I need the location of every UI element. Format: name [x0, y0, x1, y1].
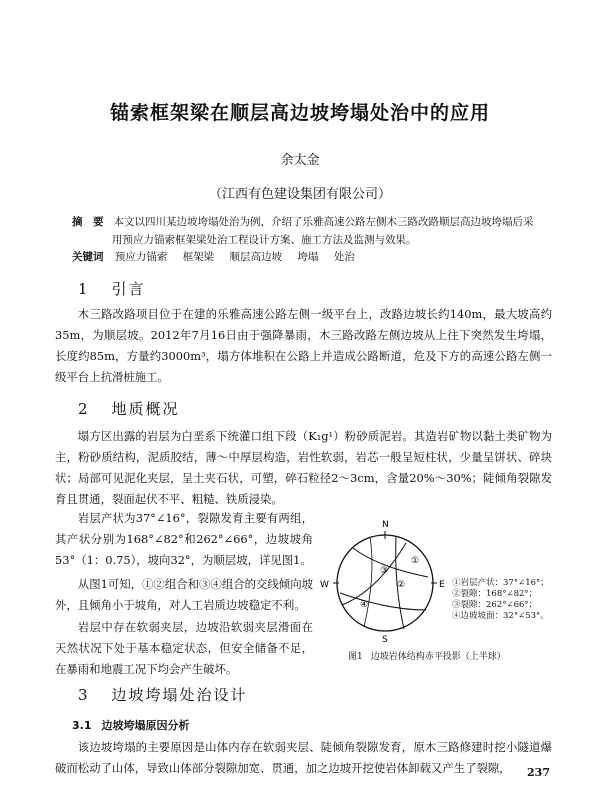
caption-label: 图1 — [348, 652, 363, 662]
compass-e: E — [439, 580, 445, 590]
section-heading-2 — [78, 398, 180, 419]
section-title: 引言 — [111, 280, 146, 298]
section-heading-1 — [78, 278, 146, 299]
keyword: 垮塌 — [297, 251, 319, 263]
subsection-heading — [72, 717, 190, 733]
geology-text-2: 岩层产状为37°∠16°，裂隙发育主要有两组，其产状分别为168°∠82°和262°∠66°，边坡坡角53°（1：0.75），坡向32°，为顺层坡，详见图1。 — [55, 511, 313, 567]
cause-paragraph — [55, 737, 552, 779]
circle-label-1: ① — [411, 556, 420, 566]
abstract-text-line2: 用预应力锚索框架梁处治工程设计方案、施工方法及监测与效果。 — [112, 234, 417, 246]
stereonet-figure — [318, 515, 458, 650]
compass-n: N — [382, 520, 389, 530]
abstract-text-line1: 本文以四川某边坡垮塌处治为例，介绍了乐雅高速公路左侧木三路改路顺层高边坡垮塌后采 — [113, 216, 534, 228]
intro-text: 木三路改路项目位于在建的乐雅高速公路左侧一级平台上，改路边坡长约140m，最大坡高约35m，为顺层坡。2012年7月16日由于强降暴雨，木三路改路左侧边坡从上往下突然发生垮塌，长度约85m，方量约3000m³，塌方体堆积在公路上并造成公路断道，危及下方的高速公路左侧一级平台上抗滑桩施工。 — [55, 307, 552, 384]
keywords — [72, 249, 550, 264]
subsection-title: 边坡垮塌原因分析 — [101, 719, 190, 732]
author-name: 余太金 — [280, 153, 320, 168]
caption-text: 边坡岩体结构赤平投影（上半球） — [370, 652, 506, 662]
great-circle-5 — [364, 537, 372, 627]
legend-item: ③裂隙：262°∠66°； — [452, 600, 538, 610]
keyword: 处治 — [333, 251, 355, 263]
subsection-number: 3.1 — [72, 719, 92, 732]
legend-item: ②裂隙：168°∠82°； — [452, 589, 538, 599]
compass-s: S — [382, 635, 388, 645]
geology-paragraph-3 — [55, 574, 313, 616]
figure-caption — [348, 649, 514, 662]
keyword: 顺层高边坡 — [229, 251, 283, 263]
intro-paragraph — [55, 304, 552, 388]
primitive-circle — [337, 535, 433, 631]
compass-w: W — [320, 580, 329, 590]
keywords-label: 关键词 — [72, 251, 104, 263]
circle-label-2: ② — [397, 580, 406, 590]
section-number: 1 — [78, 280, 90, 298]
cause-text: 该边坡垮塌的主要原因是山体内存在软弱夹层、陡倾角裂隙发育，原木三路修建时挖小隧道爆破而松动了山体，导致山体部分裂隙加宽、贯通，加之边坡开挖使岩体卸载又产生了裂隙， — [55, 740, 552, 775]
abstract — [72, 213, 550, 249]
paper-title: 锚索框架梁在顺层高边坡垮塌处治中的应用 — [109, 102, 490, 124]
section-title: 边坡垮塌处治设计 — [111, 686, 248, 704]
section-number: 3 — [78, 686, 90, 704]
figure-legend — [452, 578, 549, 622]
great-circle-4 — [340, 593, 426, 610]
geology-paragraph-2 — [55, 508, 313, 571]
section-title: 地质概况 — [111, 400, 180, 418]
affiliation: （江西有色建设集团有限公司） — [208, 187, 391, 202]
circle-label-3: ③ — [380, 566, 389, 576]
keyword: 预应力锚索 — [114, 251, 168, 263]
legend-item: ①岩层产状：37°∠16°； — [452, 578, 549, 588]
abstract-label: 摘 要 — [72, 216, 104, 228]
section-heading-3 — [78, 684, 248, 705]
geology-text-3: 从图1可知，①②组合和③④组合的交线倾向坡外，且倾角小于坡角，对人工岩质边坡稳定不利。 — [55, 577, 313, 612]
page-number: 237 — [527, 766, 550, 779]
geology-text-4: 岩层中存在软弱夹层，边坡沿软弱夹层滑面在天然状况下处于基本稳定状态，但安全储备不足，在暴雨和地震工况下均会产生破坏。 — [55, 620, 313, 676]
geology-text-1: 塌方区出露的岩层为白垩系下统灌口组下段（K₁g¹）粉砂质泥岩。其造岩矿物以黏土类矿物为主，粉砂质结构，泥质胶结，薄～中厚层构造，岩性软弱，岩芯一般呈短柱状，少量呈饼状、碎块状；局部可见泥化夹层，呈土夹石状，可塑，碎石粒径2～3cm，含量20%～30%；陡倾角裂隙发育且贯通，裂面起伏不平、粗糙、铁质浸染。 — [55, 429, 552, 506]
circle-label-4: ④ — [360, 600, 369, 610]
legend-item: ④边坡坡面：32°∠53°。 — [452, 611, 549, 621]
geology-paragraph-1 — [55, 426, 552, 510]
keyword: 框架梁 — [182, 251, 215, 263]
section-number: 2 — [78, 400, 90, 418]
geology-paragraph-4 — [55, 617, 313, 680]
